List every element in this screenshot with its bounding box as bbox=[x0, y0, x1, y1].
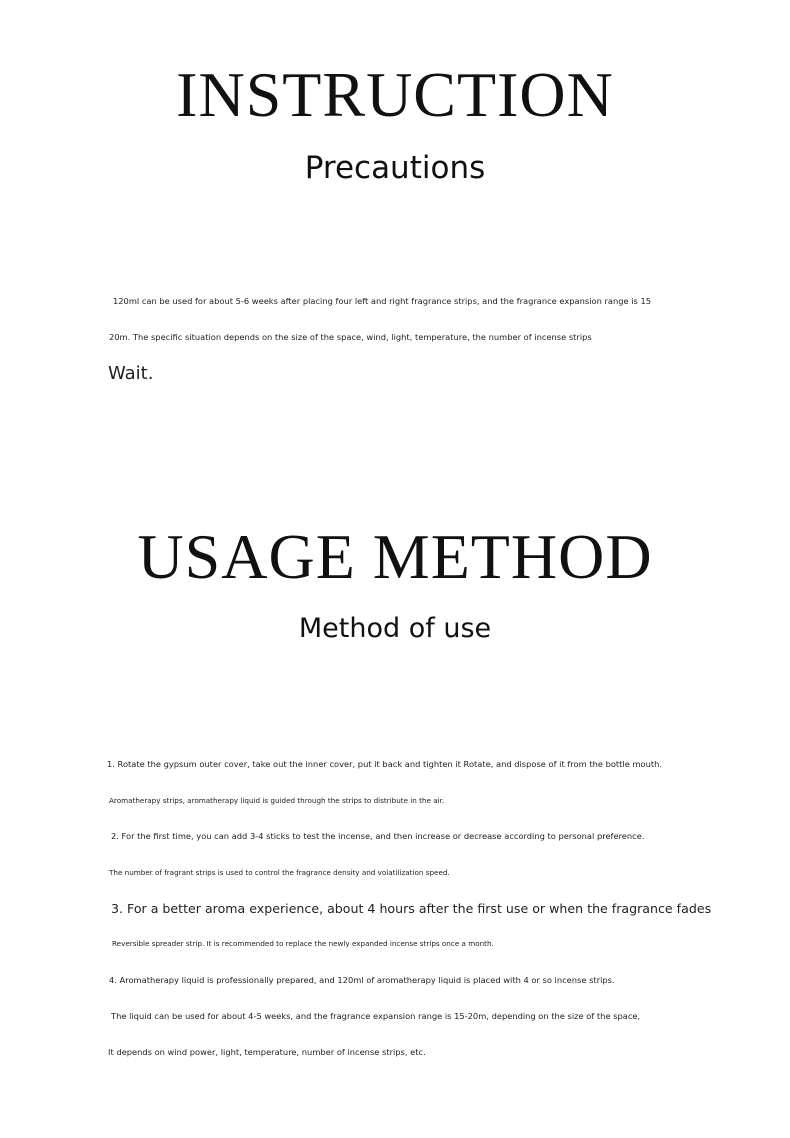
usage-line-1: 1. Rotate the gypsum outer cover, take out the inner cover, put it back and tighten it Rotate, and dispose of it from the bottle mouth. bbox=[107, 759, 663, 769]
instruction-title: INSTRUCTION bbox=[176, 59, 614, 130]
usage-line-6: Reversible spreader strip. It is recommended to replace the newly expanded incense strips once a month. bbox=[112, 939, 494, 948]
usage-line-3: 2. For the first time, you can add 3-4 sticks to test the incense, and then increase or decrease according to personal preference. bbox=[111, 831, 645, 841]
precautions-subtitle: Precautions bbox=[304, 150, 486, 186]
precaution-line-1: 120ml can be used for about 5-6 weeks after placing four left and right fragrance strips, and the fragrance expansion range is 15 bbox=[113, 296, 652, 306]
precaution-line-2: 20m. The specific situation depends on the size of the space, wind, light, temperature, the number of incense strips bbox=[109, 332, 592, 342]
usage-line-2: Aromatherapy strips, aromatherapy liquid is guided through the strips to distribute in the air. bbox=[109, 796, 445, 805]
usage-line-9: It depends on wind power, light, temperature, number of incense strips, etc. bbox=[108, 1047, 426, 1057]
precaution-line-3: Wait. bbox=[108, 363, 154, 384]
usage-line-8: The liquid can be used for about 4-5 weeks, and the fragrance expansion range is 15-20m, depending on the size of the space, bbox=[111, 1011, 641, 1021]
method-of-use-subtitle: Method of use bbox=[298, 613, 492, 644]
usage-line-4: The number of fragrant strips is used to control the fragrance density and volatilization speed. bbox=[109, 868, 450, 877]
usage-line-5: 3. For a better aroma experience, about 4 hours after the first use or when the fragrance fades bbox=[111, 901, 712, 916]
usage-line-7: 4. Aromatherapy liquid is professionally prepared, and 120ml of aromatherapy liquid is placed with 4 or so incense strips. bbox=[109, 975, 615, 985]
usage-title: USAGE METHOD bbox=[137, 521, 653, 592]
